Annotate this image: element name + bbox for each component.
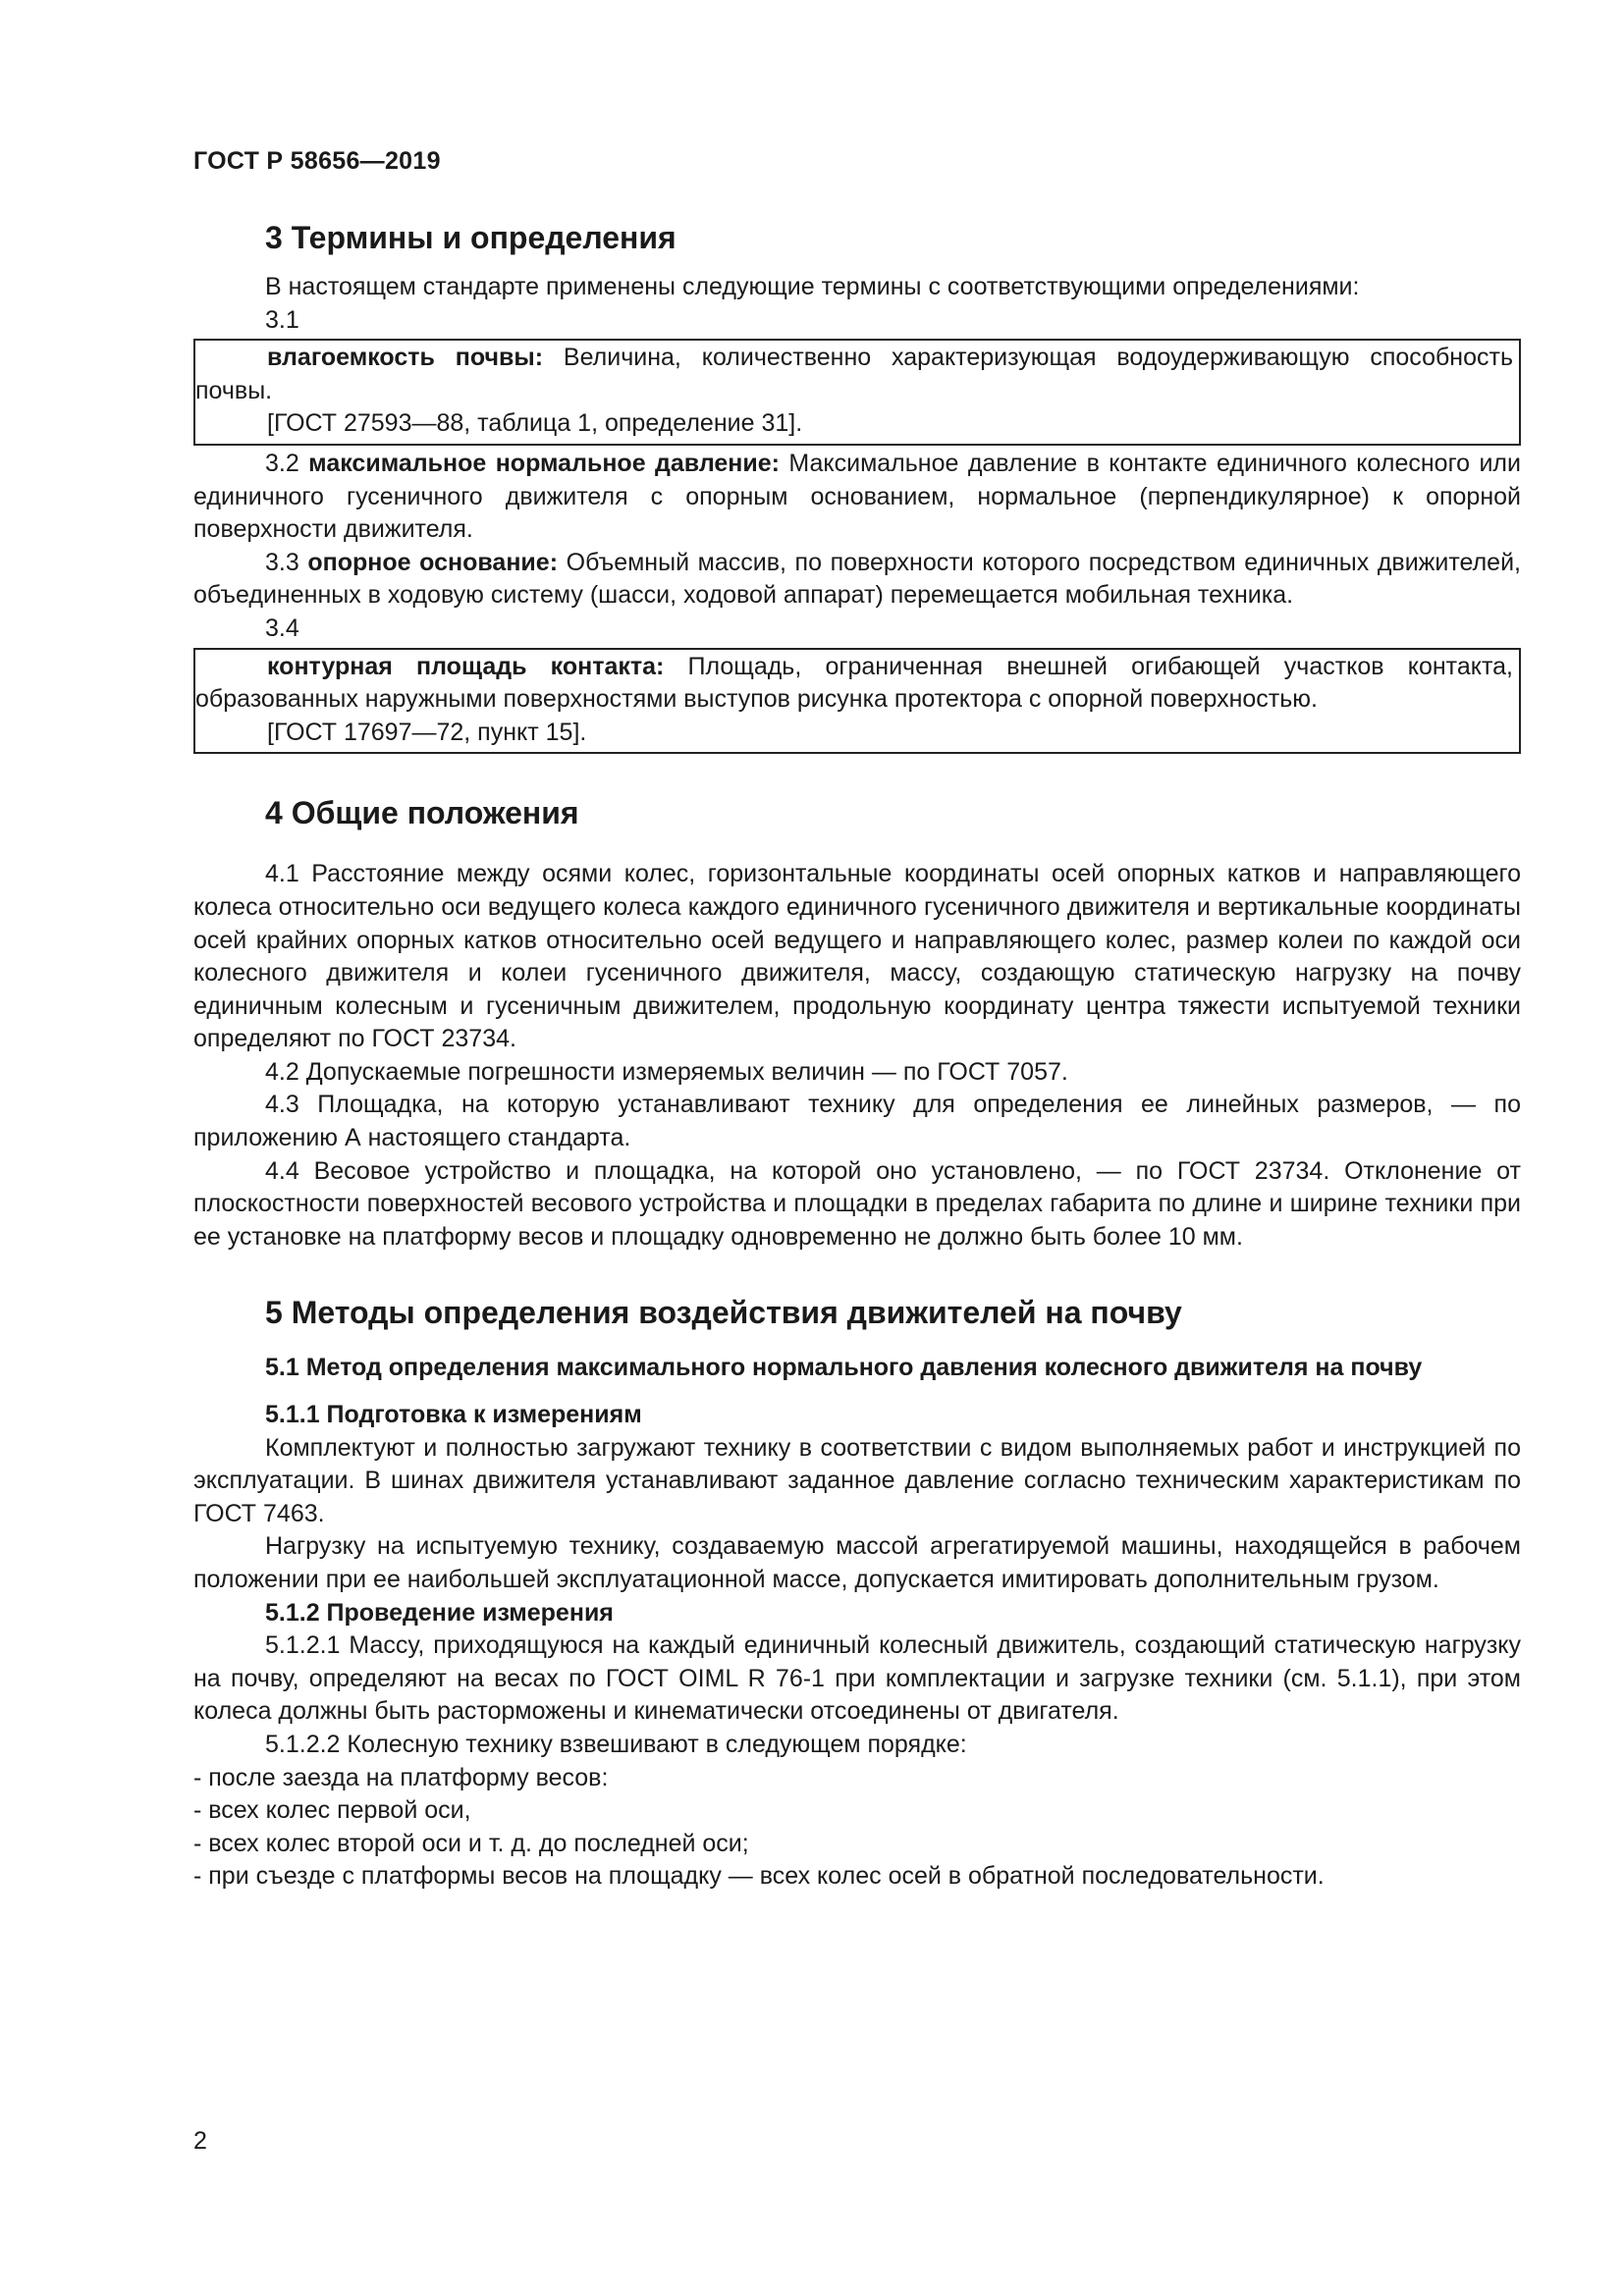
subsection-5-1-1-title: 5.1.1 Подготовка к измерениям (265, 1401, 642, 1429)
section-3-title: 3 Термины и определения (265, 220, 677, 255)
term-3-2-term: максимальное нормальное давление: (308, 449, 780, 477)
list-item: - всех колес второй оси и т. д. до последней оси; (193, 1829, 749, 1857)
term-3-1-term: влагоемкость почвы: (267, 344, 544, 372)
list-item: - всех колес первой оси, (193, 1796, 471, 1825)
term-3-3 (193, 547, 1521, 613)
clause-5-1-1-para-2: Нагрузку на испытуемую технику, создаваемую массой агрегатируемой машины, находящейся в рабочем положении при ее наибольшей эксплуатационной массе, допускается имитировать дополнительным грузом. (193, 1532, 1521, 1593)
subsection-5-1-2-title: 5.1.2 Проведение измерения (265, 1598, 614, 1627)
term-3-2-number: 3.2 (265, 449, 309, 477)
section-4-title: 4 Общие положения (265, 795, 579, 831)
section-5-title: 5 Методы определения воздействия движителей на почву (265, 1295, 1182, 1331)
term-3-4-term: контурная площадь контакта: (267, 652, 665, 680)
standard-code-header: ГОСТ Р 58656—2019 (193, 147, 441, 175)
term-3-4-text: Площадь, ограниченная внешней огибающей участков контакта, образованных наружными поверхностями выступов рисунка протектора с опорной поверхностью. (195, 652, 1513, 714)
subsection-5-1-title: 5.1 Метод определения максимального нормального давления колесного движителя на почву (265, 1354, 1423, 1382)
clause-4-2: 4.2 Допускаемые погрешности измеряемых величин — по ГОСТ 7057. (265, 1057, 1068, 1086)
term-3-1-reference: [ГОСТ 27593—88, таблица 1, определение 31]. (267, 409, 803, 438)
term-3-1-text: Величина, количественно характеризующая водоудерживающую способность почвы. (195, 344, 1513, 404)
term-3-4-definition (195, 651, 1513, 717)
term-3-1-number: 3.1 (265, 305, 299, 334)
clause-5-1-2-1: 5.1.2.1 Массу, приходящуюся на каждый единичный колесный движитель, создающий статическую нагрузку на почву, определяют на весах по ГОСТ OIML R 76-1 при комплектации и загрузке техники (см. 5.1.1), при этом колеса должны быть расторможены и кинематически отсоединены от двигателя. (193, 1631, 1521, 1726)
list-item: - при съезде с платформы весов на площадку — всех колес осей в обратной последовательности. (193, 1862, 1325, 1891)
term-3-4-box (193, 648, 1521, 755)
page-number: 2 (193, 2127, 207, 2155)
term-3-3-text: Объемный массив, по поверхности которого посредством единичных движителей, объединенных в ходовую систему (шасси, ходовой аппарат) перемещается мобильная техника. (193, 548, 1521, 610)
term-3-4-reference: [ГОСТ 17697—72, пункт 15]. (267, 718, 587, 746)
page-content (193, 218, 1521, 1894)
clause-4-1: 4.1 Расстояние между осями колес, горизонтальные координаты осей опорных катков и направляющего колеса относительно оси ведущего колеса каждого единичного гусеничного движителя и вертикальные координаты осей крайних опорных катков относительно осей ведущего и направляющего колес, размер колеи по каждой оси колесного движителя и колеи гусеничного движителя, массу, создающую статическую нагрузку на почву единичным колесным и гусеничным движителем, продольную координату центра тяжести испытуемой техники определяют по ГОСТ 23734. (193, 860, 1521, 1053)
section-3-intro: В настоящем стандарте применены следующие термины с соответствующими определениями: (265, 273, 1360, 300)
term-3-2 (193, 448, 1521, 547)
term-3-2-text: Максимальное давление в контакте единичного колесного или единичного гусеничного движителя с опорным основанием, нормальное (перпендикулярное) к опорной поверхности движителя. (193, 449, 1521, 544)
term-3-1-box (193, 339, 1521, 446)
term-3-3-number: 3.3 (265, 548, 308, 576)
list-item: - после заезда на платформу весов: (193, 1763, 609, 1791)
clause-4-3: 4.3 Площадка, на которую устанавливают технику для определения ее линейных размеров, — по приложению А настоящего стандарта. (193, 1091, 1521, 1152)
term-3-4-number: 3.4 (265, 614, 299, 642)
clause-5-1-2-2: 5.1.2.2 Колесную технику взвешивают в следующем порядке: (265, 1730, 967, 1758)
term-3-1-definition (195, 342, 1513, 407)
term-3-3-term: опорное основание: (307, 548, 559, 576)
clause-4-4: 4.4 Весовое устройство и площадка, на которой оно установлено, — по ГОСТ 23734. Отклонение от плоскостности поверхностей весового устройства и площадки в пределах габарита по длине и ширине техники при ее установке на платформу весов и площадку одновременно не должно быть более 10 мм. (193, 1156, 1521, 1251)
clause-5-1-1-para-1: Комплектуют и полностью загружают технику в соответствии с видом выполняемых работ и инструкцией по эксплуатации. В шинах движителя устанавливают заданное давление согласно техническим характеристикам по ГОСТ 7463. (193, 1433, 1521, 1527)
